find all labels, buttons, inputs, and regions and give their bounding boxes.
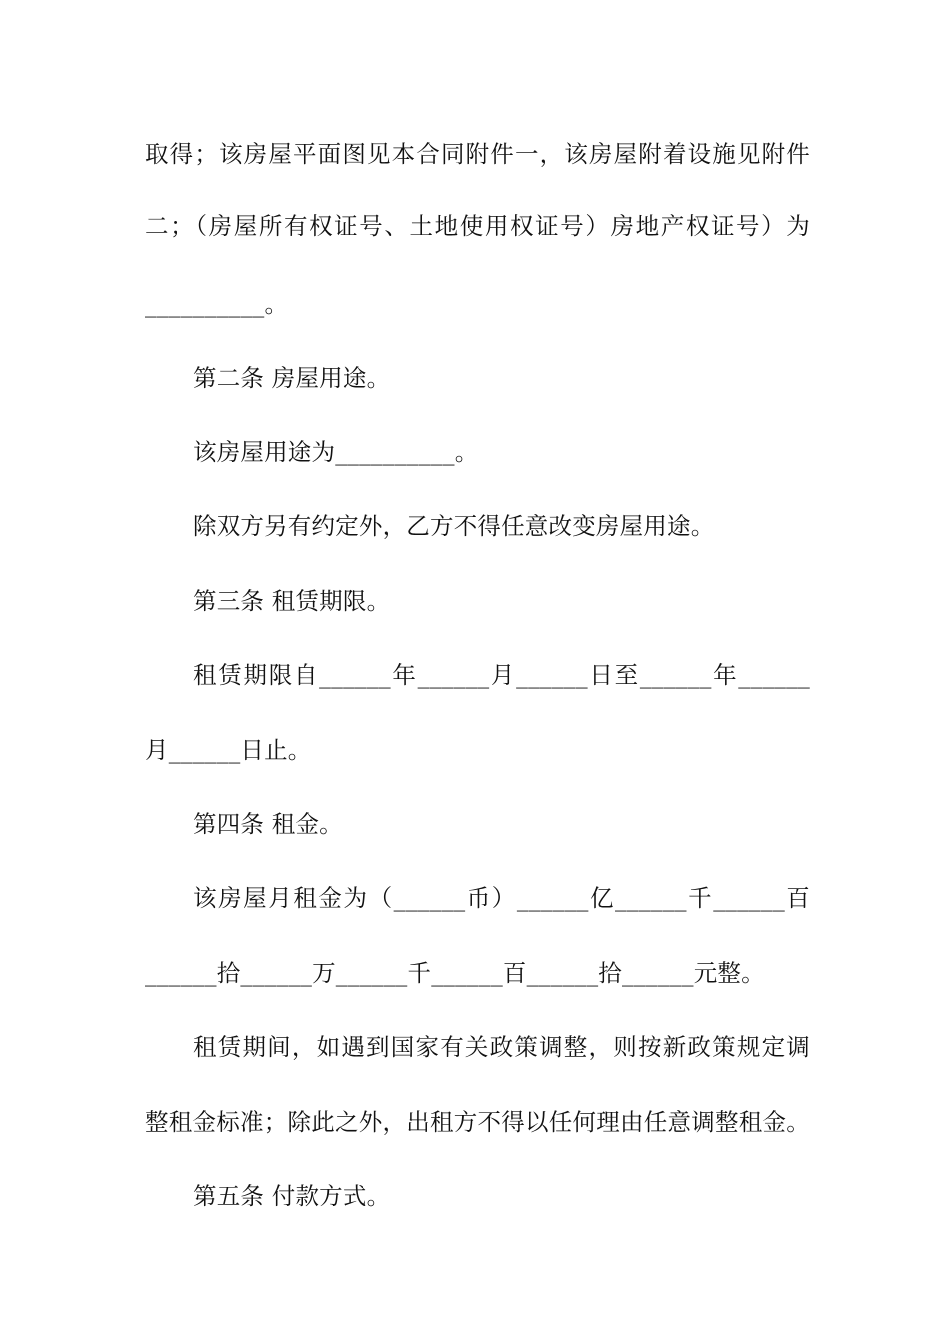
paragraph-term-line-1: 租赁期限自______年______月______日至______年______: [193, 661, 810, 689]
paragraph-rent-line-2: ______拾______万______千______百______拾______元整。: [145, 959, 765, 987]
paragraph-rent-line-1: 该房屋月租金为（______币）______亿______千______百: [193, 884, 810, 912]
section-heading-4: 第四条 租金。: [193, 810, 343, 838]
paragraph-usage-restriction: 除双方另有约定外，乙方不得任意改变房屋用途。: [193, 512, 715, 540]
paragraph-adjust-line-2: 整租金标准；除此之外，出租方不得以任何理由任意调整租金。: [145, 1108, 810, 1136]
section-heading-2: 第二条 房屋用途。: [193, 364, 391, 392]
paragraph-usage: 该房屋用途为__________。: [193, 438, 479, 466]
paragraph-line-1: 取得；该房屋平面图见本合同附件一，该房屋附着设施见附件: [145, 140, 810, 168]
paragraph-term-line-2: 月______日止。: [145, 736, 312, 764]
paragraph-adjust-line-1: 租赁期间，如遇到国家有关政策调整，则按新政策规定调: [193, 1033, 810, 1061]
section-heading-5: 第五条 付款方式。: [193, 1182, 391, 1210]
section-heading-3: 第三条 租赁期限。: [193, 587, 391, 615]
paragraph-line-2: 二；（房屋所有权证号、土地使用权证号）房地产权证号）为: [145, 212, 810, 240]
paragraph-line-3: __________。: [145, 290, 289, 318]
